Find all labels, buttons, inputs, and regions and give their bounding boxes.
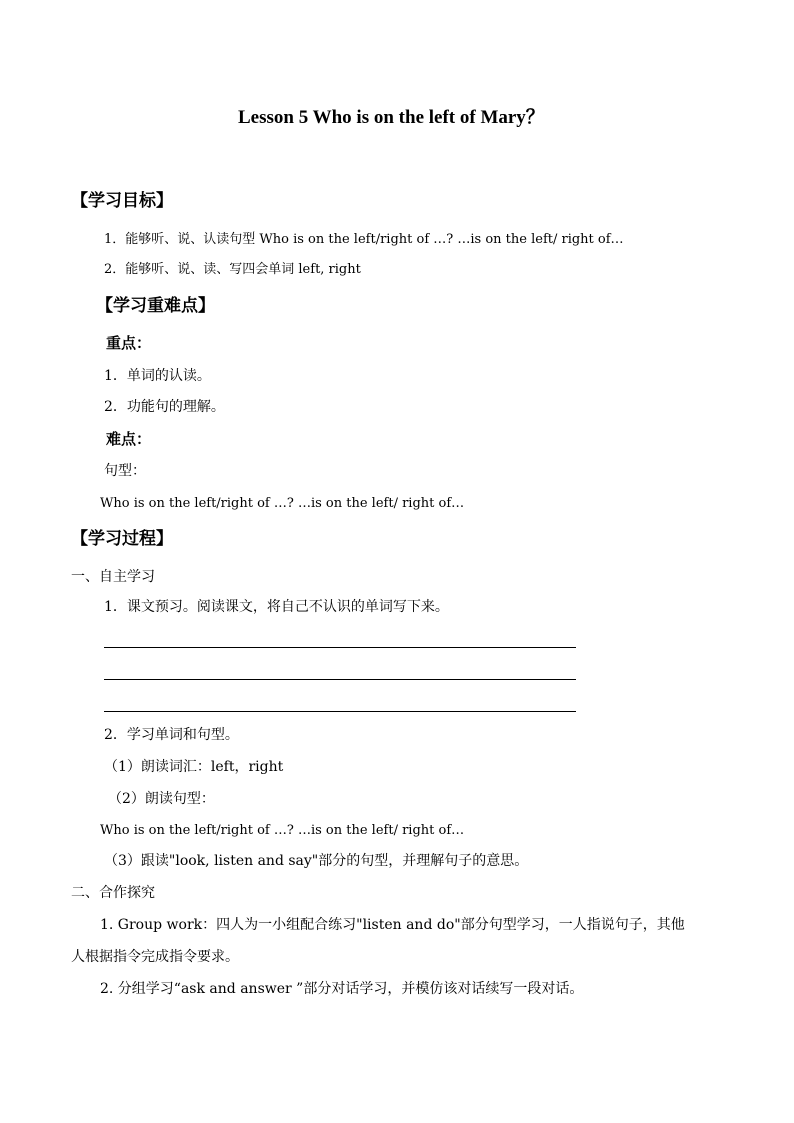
group-work-line: 2. 分组学习“ask and answer ”部分对话学习，并模仿该对话续写一段对话。 xyxy=(100,981,584,997)
page-title: Lesson 5 Who is on the left of Mary？ xyxy=(238,107,545,128)
key-points-heading: 【学习重难点】 xyxy=(96,296,215,316)
pattern-label: 句型： xyxy=(104,463,146,479)
process-item: 1．课文预习。阅读课文，将自己不认识的单词写下来。 xyxy=(104,599,449,615)
sub-item: （2）朗读句型： xyxy=(108,791,215,807)
difficult-label: 难点： xyxy=(106,430,152,448)
key-item: 2．功能句的理解。 xyxy=(104,399,225,415)
sub-item: （1）朗读词汇：left，right xyxy=(104,759,284,775)
sub-item: （3）跟读"look, listen and say"部分的句型，并理解句子的意思。 xyxy=(104,853,529,869)
key-label: 重点： xyxy=(106,334,152,352)
part2-title: 二、合作探究 xyxy=(71,885,155,901)
process-item: 2．学习单词和句型。 xyxy=(104,727,239,743)
blank-line[interactable] xyxy=(104,679,576,680)
blank-line[interactable] xyxy=(104,647,576,648)
pattern-sentence: Who is on the left/right of …? …is on the left/ right of… xyxy=(100,496,465,511)
process-heading: 【学习过程】 xyxy=(71,529,173,549)
objective-item: 1．能够听、说、认读句型 Who is on the left/right of …? …is on the left/ right of… xyxy=(104,232,624,247)
blank-line[interactable] xyxy=(104,711,576,712)
objectives-heading: 【学习目标】 xyxy=(71,191,173,211)
key-item: 1．单词的认读。 xyxy=(104,368,211,384)
group-work-line: 人根据指令完成指令要求。 xyxy=(71,949,239,965)
part1-title: 一、自主学习 xyxy=(71,569,155,585)
group-work-line: 1. Group work：四人为一小组配合练习"listen and do"部分句型学习，一人指说句子，其他 xyxy=(100,917,685,933)
objective-item: 2．能够听、说、读、写四会单词 left, right xyxy=(104,262,361,277)
pattern-sentence: Who is on the left/right of …? …is on the left/ right of… xyxy=(100,823,465,838)
